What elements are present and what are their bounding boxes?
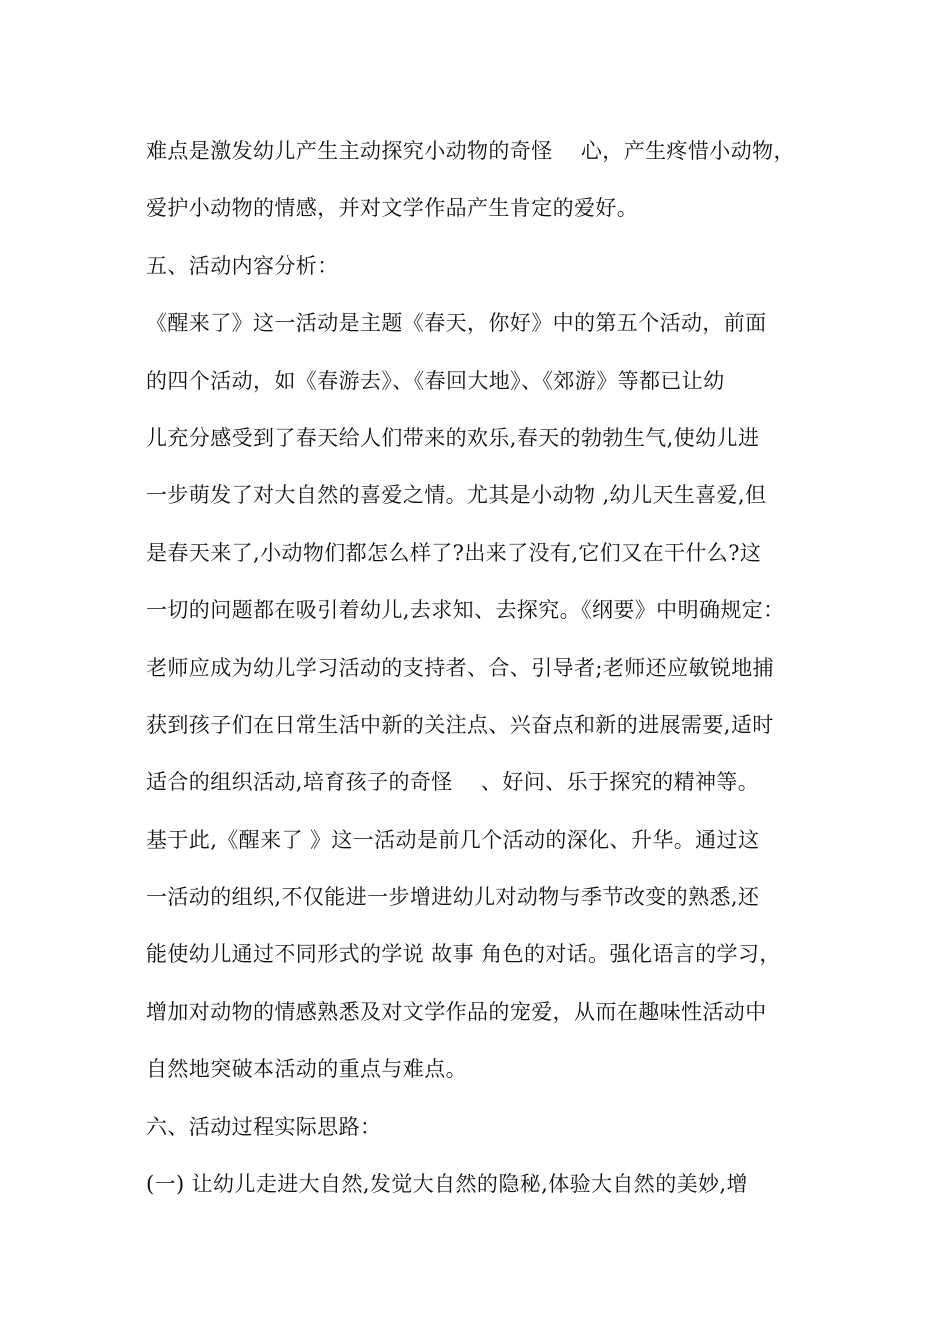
text-line: 儿充分感受到了春天给人们带来的欢乐,春天的勃勃生气,使幼儿进 [146,425,760,450]
text-line: 爱护小动物的情感，并对文学作品产生肯定的爱好。 [146,196,639,221]
text-line: 获到孩子们在日常生活中新的关注点、兴奋点和新的进展需要,适时 [146,712,774,737]
text-line: 难点是激发幼儿产生主动探究小动物的奇怪 心，产生疼惜小动物， [146,139,795,163]
text-line: 一活动的组织,不仅能进一步增进幼儿对动物与季节改变的熟悉,还 [146,885,760,910]
section-heading: 六、活动过程实际思路： [146,1114,382,1139]
text-line: 一步萌发了对大自然的喜爱之情。尤其是小动物 ,幼儿天生喜爱,但 [146,483,767,508]
text-line: 的四个活动，如《春游去》、《春回大地》、《郊游》等都已让幼 [146,368,725,393]
text-line: 一切的问题都在吸引着幼儿,去求知、去探究。《纲要》中明确规定： [146,598,785,623]
text-line: 基于此,《醒来了 》这一活动是前几个活动的深化、升华。通过这 [146,827,760,852]
text-line: 老师应成为幼儿学习活动的支持者、合、引导者;老师还应敏锐地捕 [146,655,775,680]
text-line: 能使幼儿通过不同形式的学说 故事 角色的对话。强化语言的学习， [146,942,781,967]
text-line: 增加对动物的情感熟悉及对文学作品的宠爱，从而在趣味性活动中 [146,999,767,1024]
section-heading: 五、活动内容分析： [146,253,339,278]
document-body [146,130,836,1220]
text-line: 《醒来了》这一活动是主题《春天，你好》中的第五个活动，前面 [146,311,767,336]
text-line: 是春天来了,小动物们都怎么样了?出来了没有,它们又在干什么?这 [146,540,762,565]
text-line: 自然地突破本活动的重点与难点。 [146,1057,467,1082]
text-line: 适合的组织活动,培育孩子的奇怪 、好问、乐于探究的精神等。 [146,770,760,795]
text-line: (一) 让幼儿走进大自然,发觉大自然的隐秘,体验大自然的美妙,增 [146,1172,748,1197]
